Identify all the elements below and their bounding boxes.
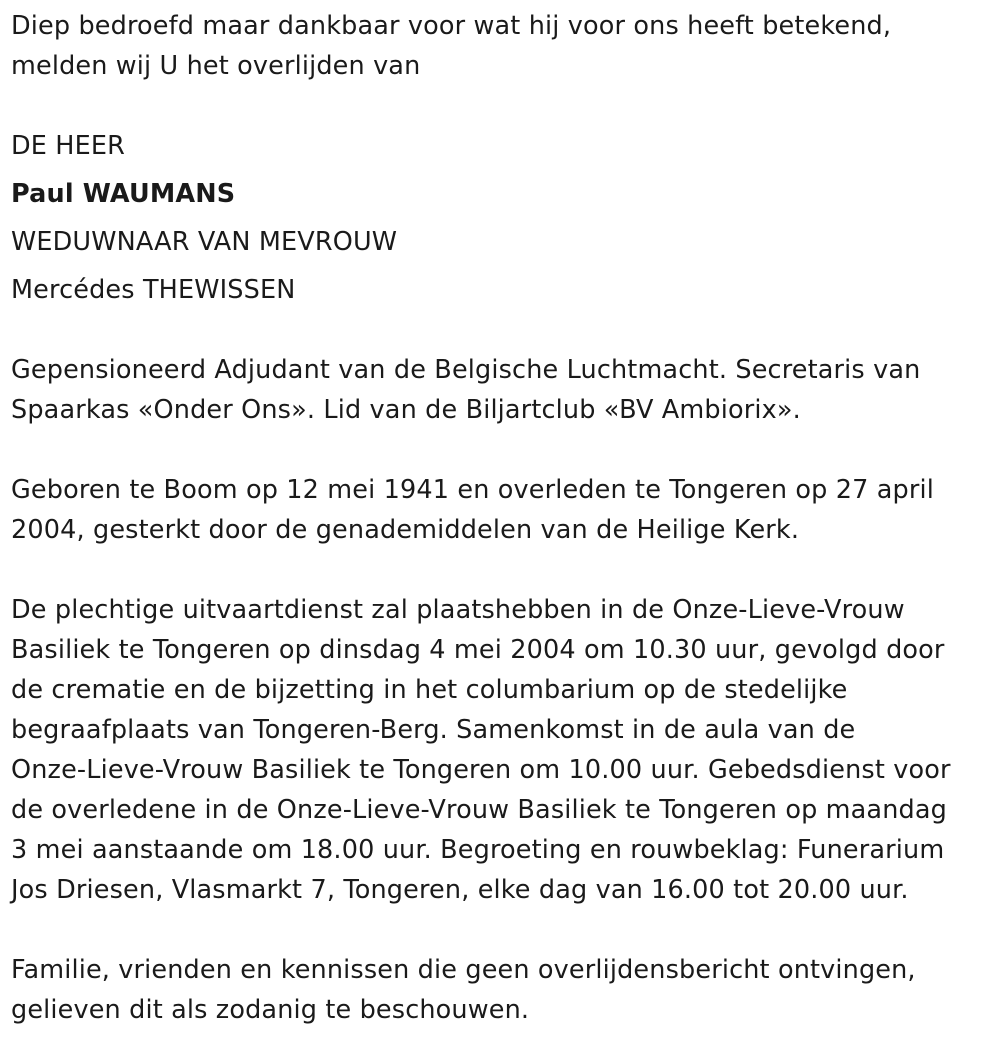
birth-death-line-2: 2004, gesterkt door de genademiddelen van de Heilige Kerk. <box>11 515 800 545</box>
deceased-name: Paul WAUMANS <box>11 179 236 209</box>
ceremony-line-4: begraafplaats van Tongeren-Berg. Samenkomst in de aula van de <box>11 715 856 745</box>
ceremony-line-3: de crematie en de bijzetting in het columbarium op de stedelijke <box>11 675 848 705</box>
closing-line-1: Familie, vrienden en kennissen die geen overlijdensbericht ontvingen, <box>11 955 916 985</box>
deceased-title: DE HEER <box>11 131 126 161</box>
ceremony-line-1: De plechtige uitvaartdienst zal plaatshebben in de Onze-Lieve-Vrouw <box>11 595 905 625</box>
ceremony-line-6: de overledene in de Onze-Lieve-Vrouw Basiliek te Tongeren op maandag <box>11 795 947 825</box>
ceremony-line-7: 3 mei aanstaande om 18.00 uur. Begroeting en rouwbeklag: Funerarium <box>11 835 945 865</box>
deceased-relation: WEDUWNAAR VAN MEVROUW <box>11 227 398 257</box>
career-line-2: Spaarkas «Onder Ons». Lid van de Biljartclub «BV Ambiorix». <box>11 395 801 425</box>
ceremony-line-8: Jos Driesen, Vlasmarkt 7, Tongeren, elke dag van 16.00 tot 20.00 uur. <box>11 875 909 905</box>
spouse-name: Mercédes THEWISSEN <box>11 275 296 305</box>
ceremony-line-5: Onze-Lieve-Vrouw Basiliek te Tongeren om 10.00 uur. Gebedsdienst voor <box>11 755 951 785</box>
career-line-1: Gepensioneerd Adjudant van de Belgische Luchtmacht. Secretaris van <box>11 355 921 385</box>
intro-line-2: melden wij U het overlijden van <box>11 51 421 81</box>
birth-death-line-1: Geboren te Boom op 12 mei 1941 en overleden te Tongeren op 27 april <box>11 475 934 505</box>
intro-line-1: Diep bedroefd maar dankbaar voor wat hij voor ons heeft betekend, <box>11 11 892 41</box>
ceremony-line-2: Basiliek te Tongeren op dinsdag 4 mei 2004 om 10.30 uur, gevolgd door <box>11 635 945 665</box>
closing-line-2: gelieven dit als zodanig te beschouwen. <box>11 995 530 1025</box>
